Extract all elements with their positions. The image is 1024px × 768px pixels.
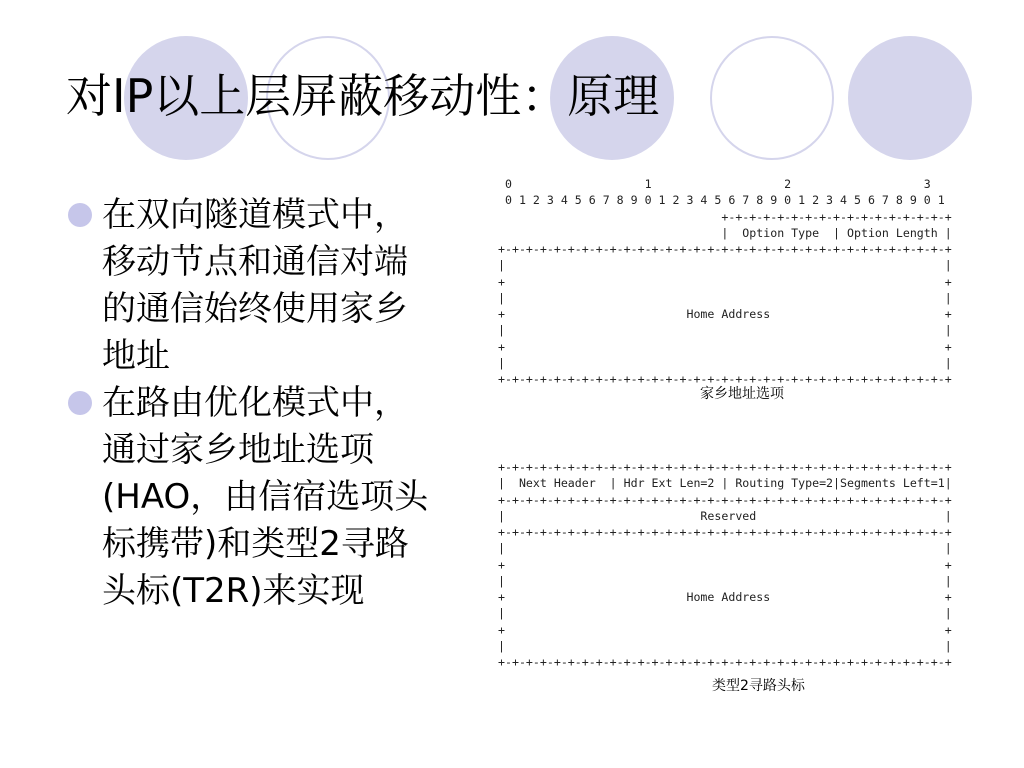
slide-title: 对IP以上层屏蔽移动性：原理 <box>66 69 660 123</box>
bullet-list <box>68 192 488 615</box>
type2-routing-header-diagram: +-+-+-+-+-+-+-+-+-+-+-+-+-+-+-+-+-+-+-+-+-+-+-+-+-+-+-+-+-+-+-+-+ | Next Header | Hdr Ext Len=2 | Routing Type=2|Segments Left=1| +-+-+-+-+-+-+-+-+-+-+-+-+-+-+-+-+-+-+-+-+-+-+-+-+-+-+-+-+-+-+-+-+ | Reserved | +-+-+-+-+-+-+-+-+-+-+-+-+-+-+-+-+-+-+-+-+-+-+-+-+-+-+-+-+-+-+-+-+ | | + + | | + Home Address + | | + + | | +-+-+-+-+-+-+-+-+-+-+-+-+-+-+-+-+-+-+-+-+-+-+-+-+-+-+-+-+-+-+-+-+ <box>498 460 952 669</box>
bullet-dot-icon <box>68 391 92 415</box>
bullet-text: 在双向隧道模式中， 移动节点和通信对端 的通信始终使用家乡 地址 <box>102 195 408 376</box>
bullet-item <box>68 380 488 615</box>
home-address-option-diagram: 0 1 2 3 0 1 2 3 4 5 6 7 8 9 0 1 2 3 4 5 6 7 8 9 0 1 2 3 4 5 6 7 8 9 0 1 +-+-+-+-+-+-+-+-+-+-+-+-+-+-+-+-+ | Option Type | Option Length | +-+-+-+-+-+-+-+-+-+-+-+-+-+-+-+-+-+-+-+-+-+-+-+-+-+-+-+-+-+-+-+-+ | | + + | | + Home Address + | | + + | | +-+-+-+-+-+-+-+-+-+-+-+-+-+-+-+-+-+-+-+-+-+-+-+-+-+-+-+-+-+-+-+-+ <box>498 177 952 386</box>
bullet-item <box>68 192 488 380</box>
bullet-text: 在路由优化模式中， 通过家乡地址选项 (HAO，由信宿选项头 标携带)和类型2寻路 头标(T2R)来实现 <box>102 383 429 611</box>
bullet-dot-icon <box>68 203 92 227</box>
home-address-option-caption: 家乡地址选项 <box>700 386 784 402</box>
type2-routing-header-caption: 类型2寻路头标 <box>712 678 805 694</box>
decorative-circle <box>848 36 972 160</box>
decorative-circle <box>710 36 834 160</box>
